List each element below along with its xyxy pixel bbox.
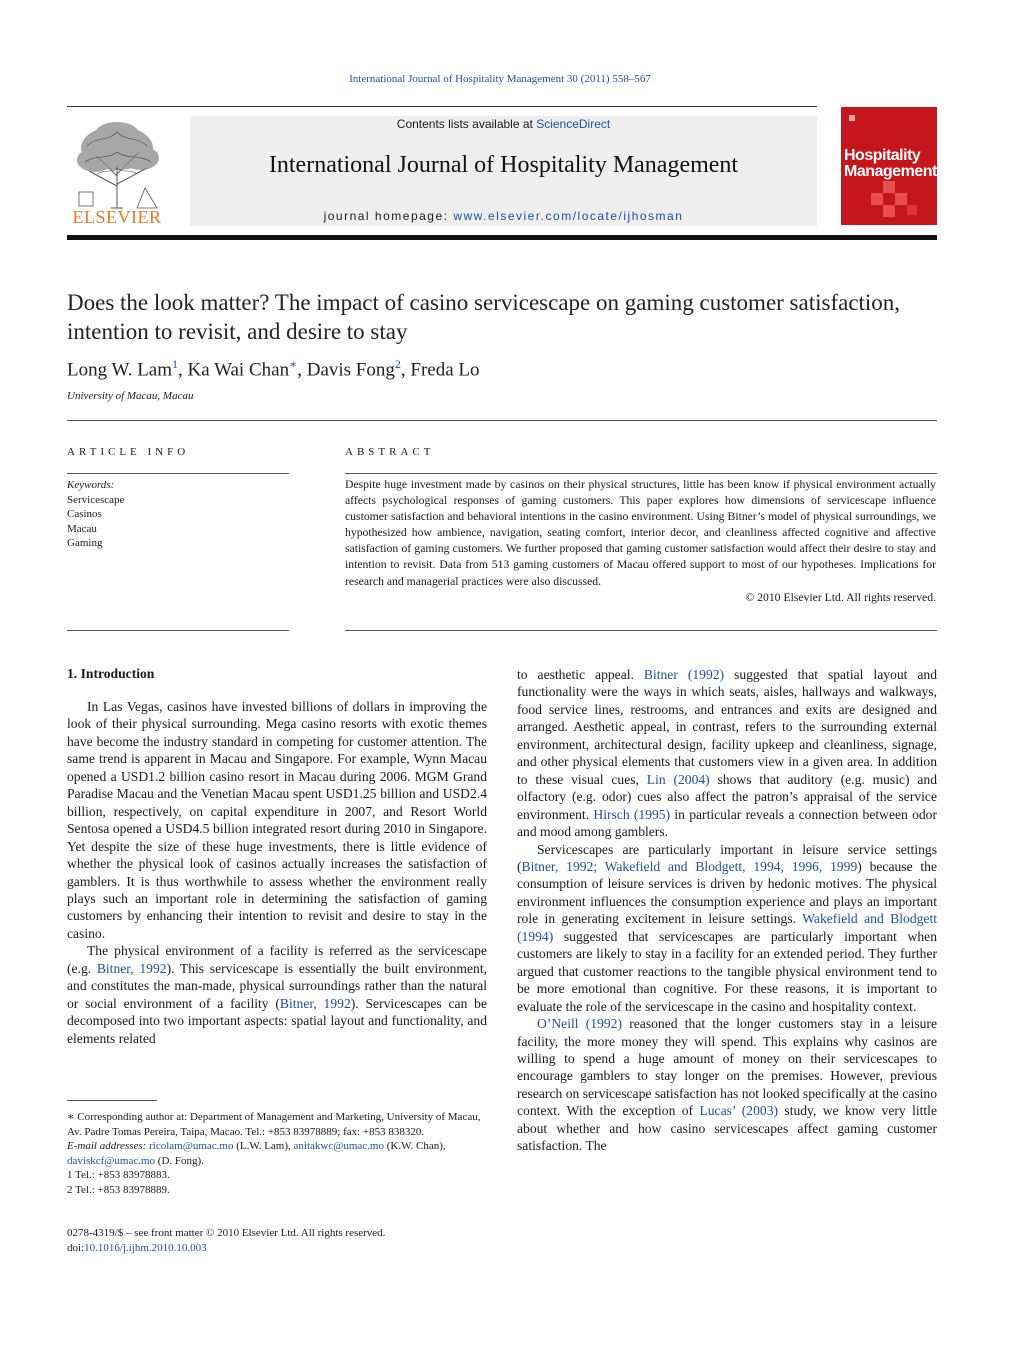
citation-link[interactable]: Hirsch (1995) [593, 806, 671, 822]
front-matter-info [67, 1226, 487, 1256]
keywords-block [67, 478, 124, 551]
email-addresses [67, 1139, 487, 1168]
cover-title-line-2: Management [844, 163, 937, 180]
paragraph-text: shows that auditory (e.g. music) and olfactory (e.g. odor) cues also affect the patron’s appraisal of the service environment. [517, 771, 937, 822]
paragraph-text: to aesthetic appeal. [517, 667, 644, 682]
footnote-1: 1 Tel.: +853 83978883. [67, 1169, 170, 1181]
article-info-rule-bottom [67, 630, 289, 631]
author-footnote-mark[interactable]: 1 [172, 357, 179, 371]
email-link[interactable]: ricolam@umac.mo [149, 1140, 234, 1152]
article-info-heading: ARTICLE INFO [67, 446, 190, 458]
email-link[interactable]: daviskcf@umac.mo [67, 1154, 156, 1167]
title-separator [67, 420, 937, 421]
footnote-rule [67, 1100, 157, 1101]
author-footnote-mark[interactable]: 2 [394, 357, 401, 371]
homepage-line [190, 209, 817, 223]
citation-link[interactable]: Bitner, 1992 [96, 960, 167, 976]
paragraph-text: study, we know very little about whether and how casino servicescapes affect gaming customer satisfaction. The [517, 1103, 937, 1154]
email-label: E-mail addresses: [67, 1140, 147, 1152]
author-name: Ka Wai Chan [187, 359, 290, 381]
paragraph [517, 666, 937, 841]
author-name: Freda Lo [410, 359, 480, 381]
section-heading-introduction: 1. Introduction [67, 666, 155, 681]
keyword: Macau [67, 522, 97, 535]
citation-link[interactable]: Wakefield and Blodgett (1994) [517, 911, 938, 944]
citation-link[interactable]: O’Neill (1992) [537, 1016, 622, 1032]
paragraph [517, 841, 937, 1016]
elsevier-wordmark: ELSEVIER [72, 207, 162, 227]
doi-link[interactable]: 10.1016/j.ijhm.2010.10.003 [84, 1242, 207, 1254]
author-footnote-mark[interactable]: ∗ [289, 357, 298, 371]
email-owner: (D. Fong). [155, 1154, 204, 1167]
article-info-rule-top [67, 473, 289, 474]
corresponding-author-note: ∗ Corresponding author at: Department of Management and Marketing, University of Macau, Av. Padre Tomas Pereira, Taipa, Macao. Tel.: +853 83978889; fax: +853 838320. [67, 1111, 481, 1138]
paragraph-text: suggested that spatial layout and functionality were the ways in which seats, aisles, hallways and walkways, food service lines, restrooms, and entrances and exits are designed and arranged. Aesthetic appeal, in contrast, refers to the surrounding external environment, architectural design, facility upkeep and cleanliness, signage, and other physical elements that customers view in a given area. In addition to these visual cues, [517, 667, 937, 787]
abstract-rule-top [345, 473, 937, 474]
citation-link[interactable]: Bitner, 1992; Wakefield and Blodgett, 1994, 1996, 1999 [521, 858, 858, 874]
keyword: Casinos [67, 508, 102, 520]
author-name: Davis Fong [306, 359, 395, 381]
paragraph-text: ) because the consumption of leisure services is driven by hedonic motives. The physical environment influences the consumption experience and plays an important role in generating excitement in leisure settings. [517, 858, 937, 927]
citation-link[interactable]: Lin (2004) [646, 771, 710, 787]
paragraph: In Las Vegas, casinos have invested billions of dollars in improving the look of their physical surrounding. Mega casino resorts with exotic themes have become the industry standard in competing for customer attention. The same trend is apparent in Macau and Singapore. For example, Wynn Macau opened a USD1.2 billion casino resort in Macau during 2006. MGM Grand Paradise Macau and the Venetian Macau spent USD1.25 billion and USD2.4 billion, respectively, on capital expenditure in 2007, and Resort World Sentosa opened a USD4.5 billion integrated resort during 2010 in Singapore. Yet despite the size of these huge investments, there is little evidence of whether the physical look of casinos actually increases the satisfaction of gamblers. It is thus worthwhile to assess whether the environment really plays such an important role in determining the satisfaction of gaming customers by enhancing their intention to revisit and desire to stay in the casino. [67, 699, 487, 941]
paragraph-text: reasoned that the longer customers stay in a leisure facility, the more money they will spend. This explains why casinos are willing to spend a huge amount of money on their servicescapes to encourage gamblers to stay longer on the premises. However, previous research on servicescape satisfaction has not looked specifically at the casino context. With the exception of [517, 1016, 937, 1119]
keyword: Gaming [67, 537, 103, 549]
journal-cover-thumbnail[interactable] [841, 107, 937, 225]
paragraph [517, 1015, 937, 1155]
issn-line: 0278-4319/$ – see front matter © 2010 Elsevier Ltd. All rights reserved. [67, 1227, 386, 1239]
keyword: Servicescape [67, 493, 125, 506]
doi-prefix: doi: [67, 1242, 85, 1254]
author-list: Long W. Lam$^1$, Ka Wai Chan∗, Davis Fong$^2$, Freda Lo [67, 357, 480, 381]
homepage-link[interactable]: www.elsevier.com/locate/ijhosman [453, 209, 684, 223]
email-link[interactable]: anitakwc@umac.mo [293, 1140, 384, 1152]
homepage-prefix: journal homepage: [323, 209, 454, 223]
author-name: Long W. Lam [67, 359, 173, 381]
journal-banner [190, 116, 817, 226]
sciencedirect-link[interactable]: ScienceDirect [536, 117, 611, 131]
abstract-rule-bottom [345, 630, 937, 631]
header-rule [67, 106, 817, 107]
paragraph-text: ). Servicescapes can be decomposed into two important aspects: spatial layout and functionality, and elements related [67, 995, 488, 1046]
paragraph-text: suggested that servicescapes are particularly important when customers are likely to stay in a facility for an extended period. They further argued that customer reactions to the tangible physical environment tend to be more emotional than cognitive. For these reasons, it is important to evaluate the role of the servicescape in the casino and hospitality context. [517, 928, 937, 1014]
citation-link[interactable]: Bitner (1992) [643, 667, 725, 682]
abstract-copyright: © 2010 Elsevier Ltd. All rights reserved. [745, 590, 936, 604]
abstract-text: Despite huge investment made by casinos on their physical structures, little has been know if physical environment actually affects psychological responses of gaming customers. This paper explores how dimensions of servicescape influence customer satisfaction and behavioral intentions in the casino environment. Using Bitner’s model of physical surroundings, we hypothesized how ambience, navigation, seating comfort, interior decor, and cleanliness affected cognitive and affective satisfaction of gaming customers. We further proposed that gaming customer satisfaction would affect their desire to stay and intention to revisit. Data from 513 gaming customers of Macau offered support to most of our hypotheses. Implications for research and managerial practices were also discussed. [345, 478, 936, 588]
keywords-label: Keywords: [67, 479, 115, 491]
paragraph-text: Servicescapes are particularly important in leisure service settings ( [517, 841, 937, 874]
citation-link[interactable]: Lucas’ (2003) [699, 1103, 779, 1119]
journal-name: International Journal of Hospitality Management [268, 152, 739, 178]
contents-line [190, 117, 817, 131]
header-thick-rule [67, 235, 937, 240]
footnote-2: 2 Tel.: +853 83978889. [67, 1183, 170, 1196]
abstract-heading: ABSTRACT [345, 446, 435, 458]
contents-prefix: Contents lists available at [396, 117, 537, 131]
paragraph-text: ). This servicescape is essentially the built environment, and constitutes the man-made, physical surroundings rather than the natural or social environment of a facility ( [67, 960, 487, 1011]
paragraph-text: The physical environment of a facility is referred as the servicescape (e.g. [67, 943, 487, 976]
paragraph-text: in particular reveals a connection between odor and mood among gamblers. [517, 806, 937, 840]
affiliation: University of Macau, Macau [67, 390, 194, 402]
email-owner: (K.W. Chan), [384, 1140, 446, 1152]
email-owner: (L.W. Lam), [233, 1140, 294, 1152]
paragraph [67, 942, 487, 1047]
doi-line [67, 1241, 487, 1256]
footnotes [67, 1110, 487, 1197]
body-left-column [67, 698, 487, 1047]
cover-title-line-1: Hospitality [844, 147, 921, 164]
article-title: Does the look matter? The impact of casino servicescape on gaming customer satisfaction, intention to revisit, and desire to stay [67, 290, 901, 344]
abstract-body [345, 477, 936, 606]
journal-citation[interactable]: International Journal of Hospitality Management 30 (2011) 558–567 [349, 73, 651, 85]
citation-link[interactable]: Bitner, 1992 [279, 995, 351, 1011]
body-right-column [517, 666, 937, 1155]
